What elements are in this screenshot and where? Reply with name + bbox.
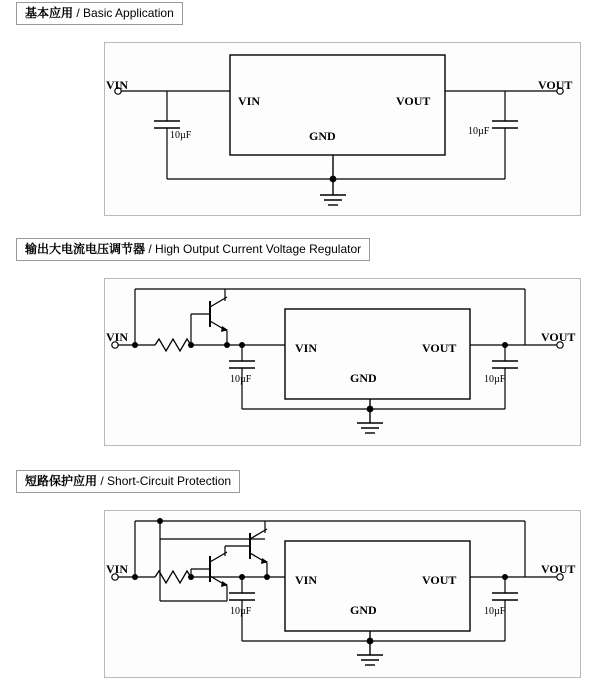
diagram-short-circuit-protection — [104, 510, 581, 678]
junction-base — [188, 342, 194, 348]
label-vout-external: VOUT — [541, 330, 576, 344]
label-vout-external: VOUT — [538, 78, 573, 92]
label-ic-vout: VOUT — [422, 341, 457, 355]
junction-cap-in — [239, 342, 245, 348]
section-title-en: High Output Current Voltage Regulator — [155, 242, 362, 256]
section-title-short-circuit-protection — [16, 470, 240, 493]
section-title-sep: / — [145, 242, 156, 256]
label-cap-out: 10µF — [484, 606, 506, 617]
circuit-basic — [105, 43, 580, 215]
label-vout-external: VOUT — [541, 562, 576, 576]
section-short-circuit-protection — [0, 468, 611, 689]
section-title-en: Basic Application — [83, 6, 174, 20]
circuit-short-circuit — [105, 511, 580, 677]
label-ic-vin: VIN — [295, 341, 318, 355]
section-title-cn: 基本应用 — [25, 6, 74, 20]
circuit-high-output-current — [105, 279, 580, 445]
junction-cap-out — [502, 574, 508, 580]
section-title-sep: / — [73, 6, 84, 20]
section-basic-application — [0, 0, 611, 222]
label-ic-gnd: GND — [350, 371, 377, 385]
label-vin-external: VIN — [106, 562, 129, 576]
pass-transistor-emitter-lead — [250, 529, 267, 539]
diagram-basic-application — [104, 42, 581, 216]
label-ic-gnd: GND — [350, 603, 377, 617]
label-vin-external: VIN — [106, 78, 129, 92]
section-title-en: Short-Circuit Protection — [107, 474, 232, 488]
label-ic-vout: VOUT — [422, 573, 457, 587]
junction-vin — [132, 574, 138, 580]
label-ic-vin: VIN — [295, 573, 318, 587]
junction-pass-collector — [264, 574, 270, 580]
junction-cap-in — [239, 574, 245, 580]
label-ic-vin: VIN — [238, 94, 261, 108]
resistor-r1 — [155, 339, 191, 351]
transistor-emitter-lead — [210, 297, 227, 307]
label-vin-external: VIN — [106, 330, 129, 344]
section-high-output-current — [0, 236, 611, 458]
section-title-sep: / — [97, 474, 108, 488]
diagram-high-output-current — [104, 278, 581, 446]
label-cap-in: 10µF — [170, 130, 192, 141]
section-title-basic-application — [16, 2, 183, 25]
section-title-cn: 输出大电流电压调节器 — [25, 242, 146, 256]
label-ic-gnd: GND — [309, 129, 336, 143]
junction-sense-base — [188, 574, 194, 580]
junction-cap-out — [502, 342, 508, 348]
junction-collector — [224, 342, 230, 348]
junction-vin — [132, 342, 138, 348]
section-title-high-output-current — [16, 238, 370, 261]
label-cap-in: 10µF — [230, 374, 252, 385]
sense-transistor-collector-lead — [210, 552, 227, 562]
label-cap-out: 10µF — [468, 126, 490, 137]
section-title-cn: 短路保护应用 — [25, 474, 98, 488]
label-ic-vout: VOUT — [396, 94, 431, 108]
junction-inner-rail — [157, 518, 163, 524]
label-cap-in: 10µF — [230, 606, 252, 617]
label-cap-out: 10µF — [484, 374, 506, 385]
